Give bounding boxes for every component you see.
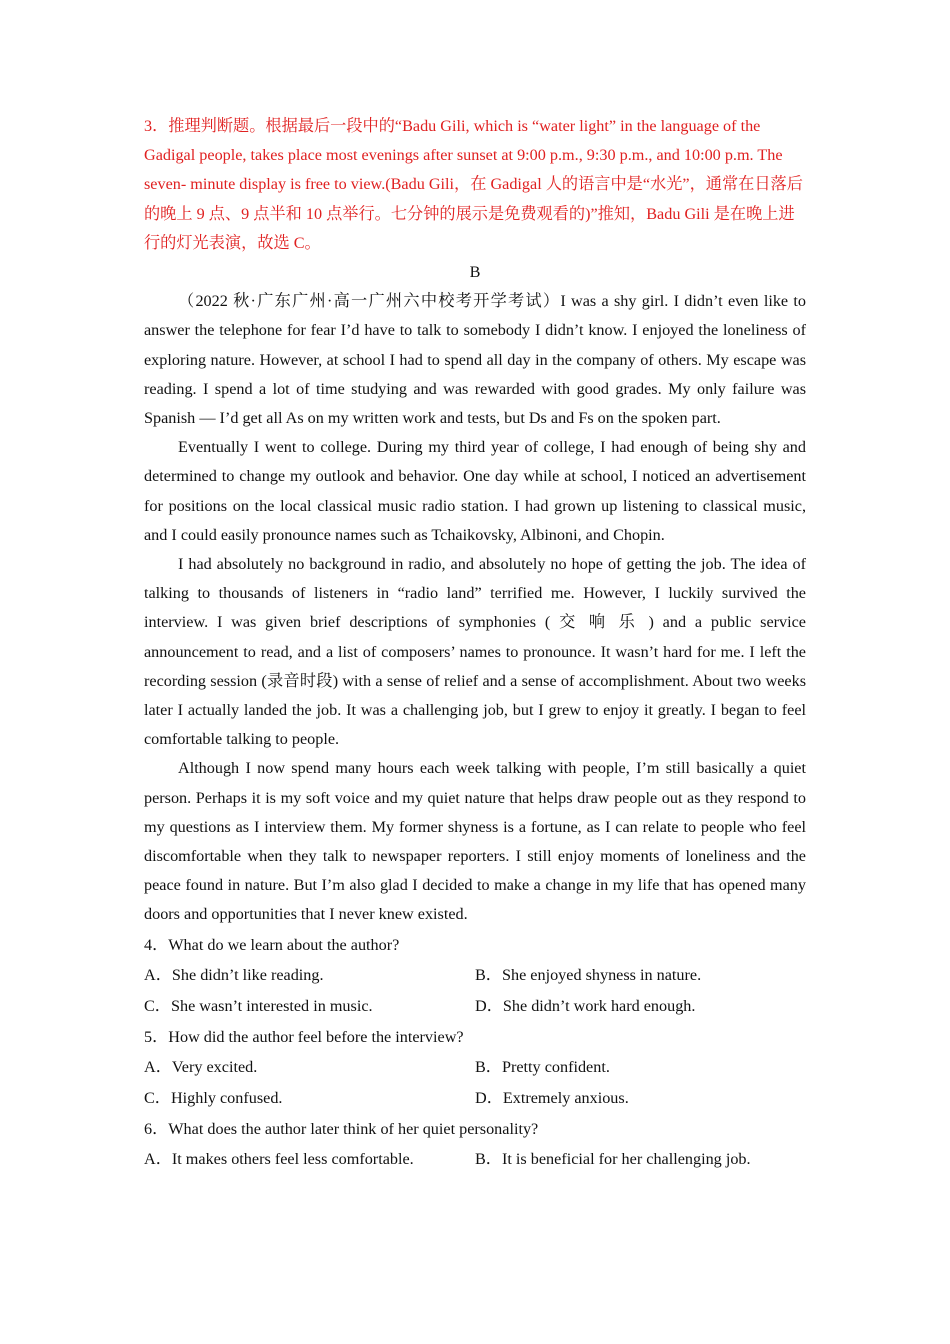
- question-4-option-a: A．She didn’t like reading.: [144, 966, 324, 985]
- passage-paragraph-3: I had absolutely no background in radio, and absolutely no hope of getting the job. The idea of talking to thousands of listeners in “radio land” terrified me. However, I luckily survived the interview. I was given brief descriptions of symphonies ( 交 响 乐 ) and a public service announcement to read, and a list of composers’ names to pronounce. It wasn’t hard for me. I left the recording session (录音时段) with a sense of relief and a sense of accomplishment. About two weeks later I actually landed the job. It was a challenging job, but I grew to enjoy it greatly. I began to feel comfortable talking to people.: [144, 555, 806, 749]
- answer-explanation: 3．推理判断题。根据最后一段中的“Badu Gili, which is “water light” in the language of the Gadigal people, takes place most evenings after sunset at 9:00 p.m., 9:30 p.m., and 10:00 p.m. The seven- minute display is free to view.(Badu Gili，在 Gadigal 人的语言中是“水光”，通常在日落后的晚上 9 点、9 点半和 10 点举行。七分钟的展示是免费观看的)”推知，Badu Gili 是在晚上进行的灯光表演，故选 C。: [144, 117, 803, 252]
- question-6-stem: 6．What does the author later think of her quiet personality?: [144, 1119, 539, 1138]
- question-4-option-b: B．She enjoyed shyness in nature.: [475, 966, 702, 985]
- question-5-options-row-1: [144, 1052, 806, 1083]
- question-6-option-a: A．It makes others feel less comfortable.: [144, 1150, 414, 1169]
- question-4-option-d: D．She didn’t work hard enough.: [475, 996, 696, 1015]
- question-4-options-row-1: [144, 960, 806, 991]
- question-5-options-row-2: [144, 1083, 806, 1114]
- question-6-options-row-1: [144, 1144, 806, 1175]
- question-6-option-b: B．It is beneficial for her challenging job.: [475, 1150, 751, 1169]
- question-5-option-a: A．Very excited.: [144, 1058, 258, 1077]
- question-4-option-c: C．She wasn’t interested in music.: [144, 996, 373, 1015]
- question-4-options-row-2: [144, 991, 806, 1022]
- passage-paragraph-4: Although I now spend many hours each week talking with people, I’m still basically a quiet person. Perhaps it is my soft voice and my quiet nature that helps draw people out as they respond to my questions as I interview them. My former shyness is a fortune, as I can relate to people who feel discomfortable when they talk to newspaper reporters. I still enjoy moments of loneliness and the peace found in nature. But I’m also glad I decided to make a change in my life that has opened many doors and opportunities that I never knew existed.: [144, 759, 806, 924]
- page-content: [144, 112, 806, 1175]
- question-5-option-c: C．Highly confused.: [144, 1089, 283, 1108]
- passage-paragraph-1: （2022 秋·广东广州·高一广州六中校考开学考试）I was a shy girl. I didn’t even like to answer the telephone for fear I’d have to talk to somebody I didn’t know. I enjoyed the loneliness of exploring nature. However, at school I had to spend all day in the company of others. My escape was reading. I spend a lot of time studying and was rewarded with good grades. My only failure was Spanish — I’d get all As on my written work and tests, but Ds and Fs on the spoken part.: [144, 292, 806, 428]
- section-label: B: [469, 263, 481, 282]
- question-5-stem: 5．How did the author feel before the interview?: [144, 1027, 464, 1046]
- question-5-option-b: B．Pretty confident.: [475, 1058, 610, 1077]
- passage-paragraph-2: Eventually I went to college. During my third year of college, I had enough of being shy and determined to change my outlook and behavior. One day while at school, I noticed an advertisement for positions on the local classical music radio station. I had grown up listening to classical music, and I could easily pronounce names such as Tchaikovsky, Albinoni, and Chopin.: [144, 438, 806, 544]
- question-4-stem: 4．What do we learn about the author?: [144, 935, 400, 954]
- question-5-option-d: D．Extremely anxious.: [475, 1089, 629, 1108]
